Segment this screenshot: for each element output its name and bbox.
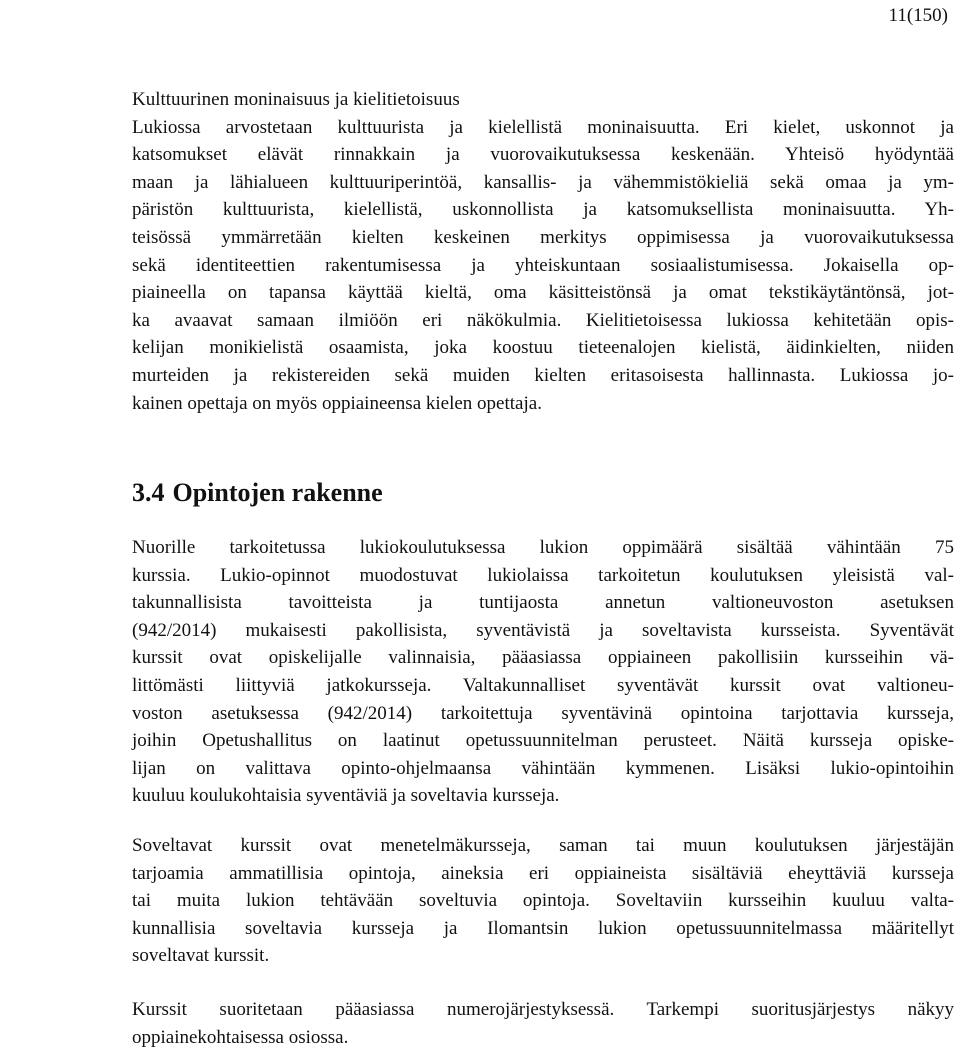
text-line: voston asetuksessa (942/2014) tarkoitettuja syventävinä opintoina tarjottavia kursseja,	[132, 702, 954, 724]
text-line: Lukiossa arvostetaan kulttuurista ja kielellistä moninaisuutta. Eri kielet, uskonnot ja	[132, 116, 954, 138]
section-culture	[132, 86, 954, 417]
text-line: takunnallisista tavoitteista ja tuntijaosta annetun valtioneuvoston asetuksen	[132, 592, 954, 614]
text-line: joihin Opetushallitus on laatinut opetussuunnitelman perusteet. Näitä kursseja opiske-	[132, 730, 954, 752]
text-line: Soveltavat kurssit ovat menetelmäkursseja, saman tai muun koulutuksen järjestäjän	[132, 835, 954, 856]
paragraph-order	[132, 996, 954, 1051]
text-line: tai muita lukion tehtävään soveltuvia opintoja. Soveltaviin kursseihin kuuluu valta-	[132, 890, 954, 912]
text-line: katsomukset elävät rinnakkain ja vuorovaikutuksessa keskenään. Yhteisö hyödyntää	[132, 144, 954, 166]
paragraph-structure	[132, 534, 954, 810]
chapter-title: Opintojen rakenne	[172, 478, 383, 507]
text-line: teisössä ymmärretään kielten keskeinen merkitys oppimisessa ja vuorovaikutuksessa	[132, 226, 954, 248]
text-line: Kurssit suoritetaan pääasiassa numerojärjestyksessä. Tarkempi suoritusjärjestys näkyy	[132, 999, 954, 1020]
text-line: ka avaavat samaan ilmiöön eri näkökulmia. Kielitietoisessa lukiossa kehitetään opis-	[132, 309, 954, 331]
text-line: piaineella on tapansa käyttää kieltä, oma käsitteistönsä ja omat tekstikäytäntönsä, jot-	[132, 282, 954, 304]
text-line: kelijan monikielistä osaamista, joka koostuu tieteenalojen kielistä, äidinkielten, niiden	[132, 337, 954, 359]
text-line: lijan on valittava opinto-ohjelmaansa vähintään kymmenen. Lisäksi lukio-opintoihin	[132, 757, 954, 779]
paragraph-applied	[132, 832, 954, 970]
page-number: 11(150)	[888, 5, 948, 26]
text-line: soveltavat kurssit.	[132, 945, 270, 967]
text-line: sekä identiteettien rakentumisessa ja yhteiskuntaan sosiaalistumisessa. Jokaisella op-	[132, 254, 954, 276]
text-line: maan ja lähialueen kulttuuriperintöä, kansallis- ja vähemmistökieliä sekä omaa ja ym-	[132, 171, 954, 193]
text-line: kunnallisia soveltavia kursseja ja Ilomantsin lukion opetussuunnitelmassa määritellyt	[132, 917, 954, 939]
text-line: murteiden ja rekistereiden sekä muiden kielten eritasoisesta hallinnasta. Lukiossa jo-	[132, 364, 954, 386]
text-line: kainen opettaja on myös oppiaineensa kielen opettaja.	[132, 392, 542, 414]
text-line: kurssit ovat opiskelijalle valinnaisia, pääasiassa oppiaineen pakollisiin kursseihin vä-	[132, 647, 954, 669]
text-line: päristön kulttuurista, kielellistä, uskonnollista ja katsomuksellista moninaisuutta. Yh-	[132, 199, 954, 221]
text-line: oppiainekohtaisessa osiossa.	[132, 1026, 349, 1048]
text-line: kuuluu koulukohtaisia syventäviä ja soveltavia kursseja.	[132, 785, 560, 807]
text-line: Nuorille tarkoitetussa lukiokoulutuksessa lukion oppimäärä sisältää vähintään 75	[132, 537, 954, 558]
text-line: (942/2014) mukaisesti pakollisista, syventävistä ja soveltavista kursseista. Syventävät	[132, 619, 954, 641]
text-line: kurssia. Lukio-opinnot muodostuvat lukiolaissa tarkoitetun koulutuksen yleisistä val-	[132, 564, 954, 586]
section-subheading: Kulttuurinen moninaisuus ja kielitietoisuus	[132, 89, 460, 110]
chapter-heading	[132, 476, 383, 510]
text-line: littömästi liittyviä jatkokursseja. Valtakunnalliset syventävät kurssit ovat valtioneu-	[132, 674, 954, 696]
chapter-number: 3.4	[132, 478, 165, 507]
text-line: tarjoamia ammatillisia opintoja, aineksia eri oppiaineista sisältäviä eheyttäviä kursseja	[132, 862, 954, 884]
